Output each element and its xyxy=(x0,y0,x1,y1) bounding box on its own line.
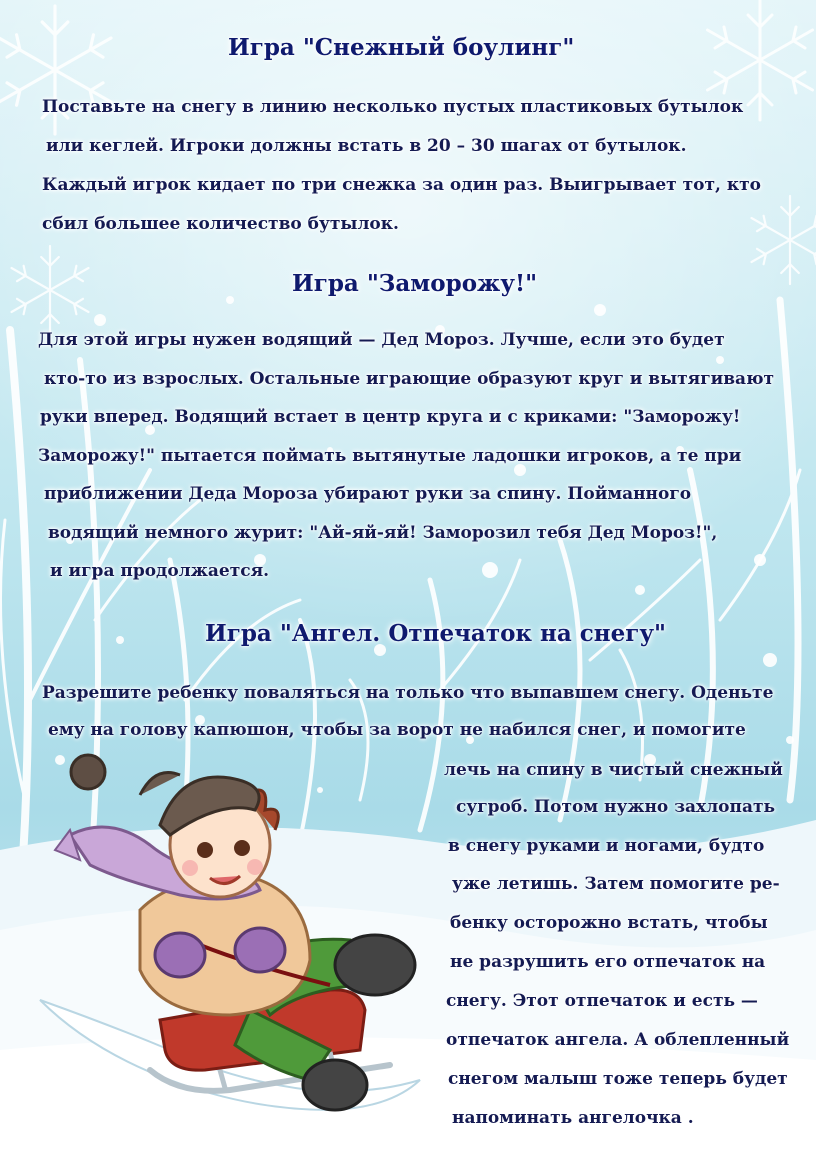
paragraph-line: Поставьте на снегу в линию несколько пустых пластиковых бутылок xyxy=(42,97,744,117)
paragraph-line: не разрушить его отпечаток на xyxy=(450,952,766,972)
section-title: Игра "Ангел. Отпечаток на снегу" xyxy=(205,620,667,647)
paragraph-line: Разрешите ребенку поваляться на только что выпавшем снегу. Оденьте xyxy=(42,683,774,703)
paragraph-line: сбил большее количество бутылок. xyxy=(42,214,399,234)
paragraph-line: снегу. Этот отпечаток и есть — xyxy=(446,991,758,1011)
section-title: Игра "Снежный боулинг" xyxy=(228,34,575,61)
paragraph-line: сугроб. Потом нужно захлопать xyxy=(456,797,776,817)
child-on-sled-icon xyxy=(30,750,450,1130)
paragraph-line: кто-то из взрослых. Остальные играющие образуют круг и вытягивают xyxy=(44,369,775,389)
paragraph-line: бенку осторожно встать, чтобы xyxy=(450,913,768,933)
paragraph-line: ему на голову капюшон, чтобы за ворот не набился снег, и помогите xyxy=(48,720,746,740)
paragraph-line: Каждый игрок кидает по три снежка за один раз. Выигрывает тот, кто xyxy=(42,175,761,195)
paragraph-line: руки вперед. Водящий встает в центр круга и с криками: "Заморожу! xyxy=(40,407,741,427)
paragraph-line: и игра продолжается. xyxy=(50,561,270,581)
paragraph-line: отпечаток ангела. А облепленный xyxy=(446,1030,790,1050)
paragraph-line: напоминать ангелочка . xyxy=(452,1108,694,1128)
paragraph-line: в снегу руками и ногами, будто xyxy=(448,836,765,856)
paragraph-line: водящий немного журит: "Ай-яй-яй! Заморозил тебя Дед Мороз!", xyxy=(48,523,718,543)
paragraph-line: приближении Деда Мороза убирают руки за спину. Пойманного xyxy=(44,484,692,504)
paragraph-line: Заморожу!" пытается поймать вытянутые ладошки игроков, а те при xyxy=(38,446,742,466)
paragraph-line: или кеглей. Игроки должны встать в 20 – 30 шагах от бутылок. xyxy=(46,136,687,156)
paragraph-line: уже летишь. Затем помогите ре- xyxy=(452,874,780,894)
section-title: Игра "Заморожу!" xyxy=(292,270,538,297)
paragraph-line: снегом малыш тоже теперь будет xyxy=(448,1069,788,1089)
paragraph-line: лечь на спину в чистый снежный xyxy=(444,760,783,780)
paragraph-line: Для этой игры нужен водящий — Дед Мороз. Лучше, если это будет xyxy=(38,330,725,350)
